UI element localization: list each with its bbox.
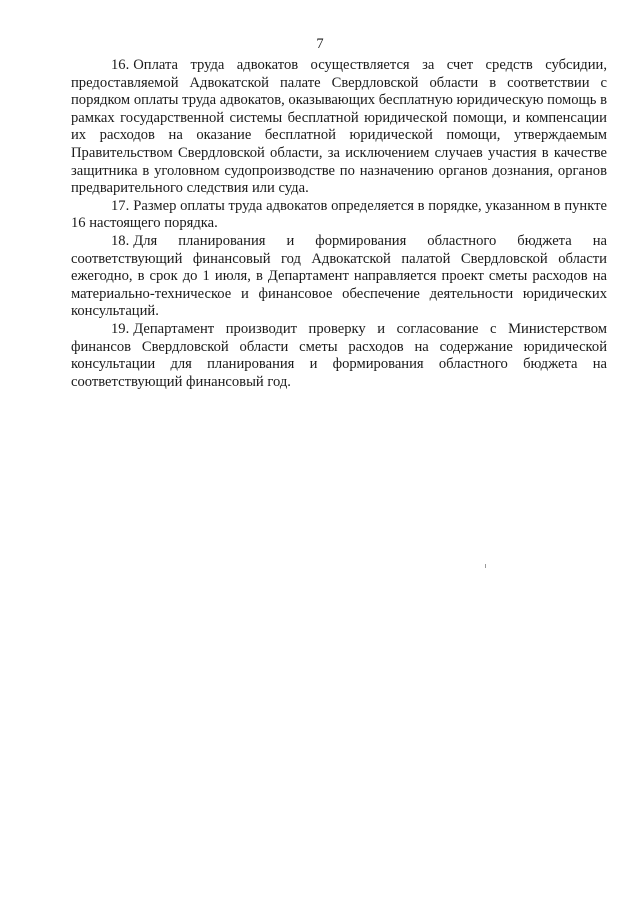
paragraph-text: Размер оплаты труда адвокатов определяется в порядке, указанном в пункте 16 настоящего порядка. bbox=[71, 197, 607, 232]
paragraph-19 bbox=[71, 321, 607, 391]
paragraph-16 bbox=[71, 57, 607, 198]
paragraph-17 bbox=[71, 198, 607, 233]
paragraph-18 bbox=[71, 233, 607, 321]
paragraph-number: 17. bbox=[111, 197, 130, 214]
paragraph-number: 18. bbox=[111, 232, 130, 249]
paragraph-number: 16. bbox=[111, 57, 130, 73]
scan-speck bbox=[485, 564, 486, 568]
paragraph-text: Департамент производит проверку и согласование с Министерством финансов Свердловской области сметы расходов на содержание юридической консультации для планирования и формирования областного бюджета на соответствующий финансовый год. bbox=[71, 320, 607, 390]
document-body bbox=[71, 57, 607, 391]
paragraph-text: Оплата труда адвокатов осуществляется за счет средств субсидии, предоставляемой Адвокатской палате Свердловской области в соответствии с порядком оплаты труда адвокатов, оказывающих бесплатную юридическую помощь в рамках государственной системы бесплатной юридической помощи, и компенсации их расходов на оказание бесплатной юридической помощи, утверждаемым Правительством Свердловской области, за исключением случаев участия в качестве защитника в уголовном судопроизводстве по назначению органов дознания, органов предварительного следствия или суда. bbox=[71, 57, 607, 197]
paragraph-text: Для планирования и формирования областного бюджета на соответствующий финансовый год Адвокатской палатой Свердловской области ежегодно, в срок до 1 июля, в Департамент направляется проект сметы расходов на материально-техническое и финансовое обеспечение деятельности юридических консультаций. bbox=[71, 232, 607, 320]
page-number: 7 bbox=[316, 36, 324, 52]
paragraph-number: 19. bbox=[111, 320, 130, 337]
